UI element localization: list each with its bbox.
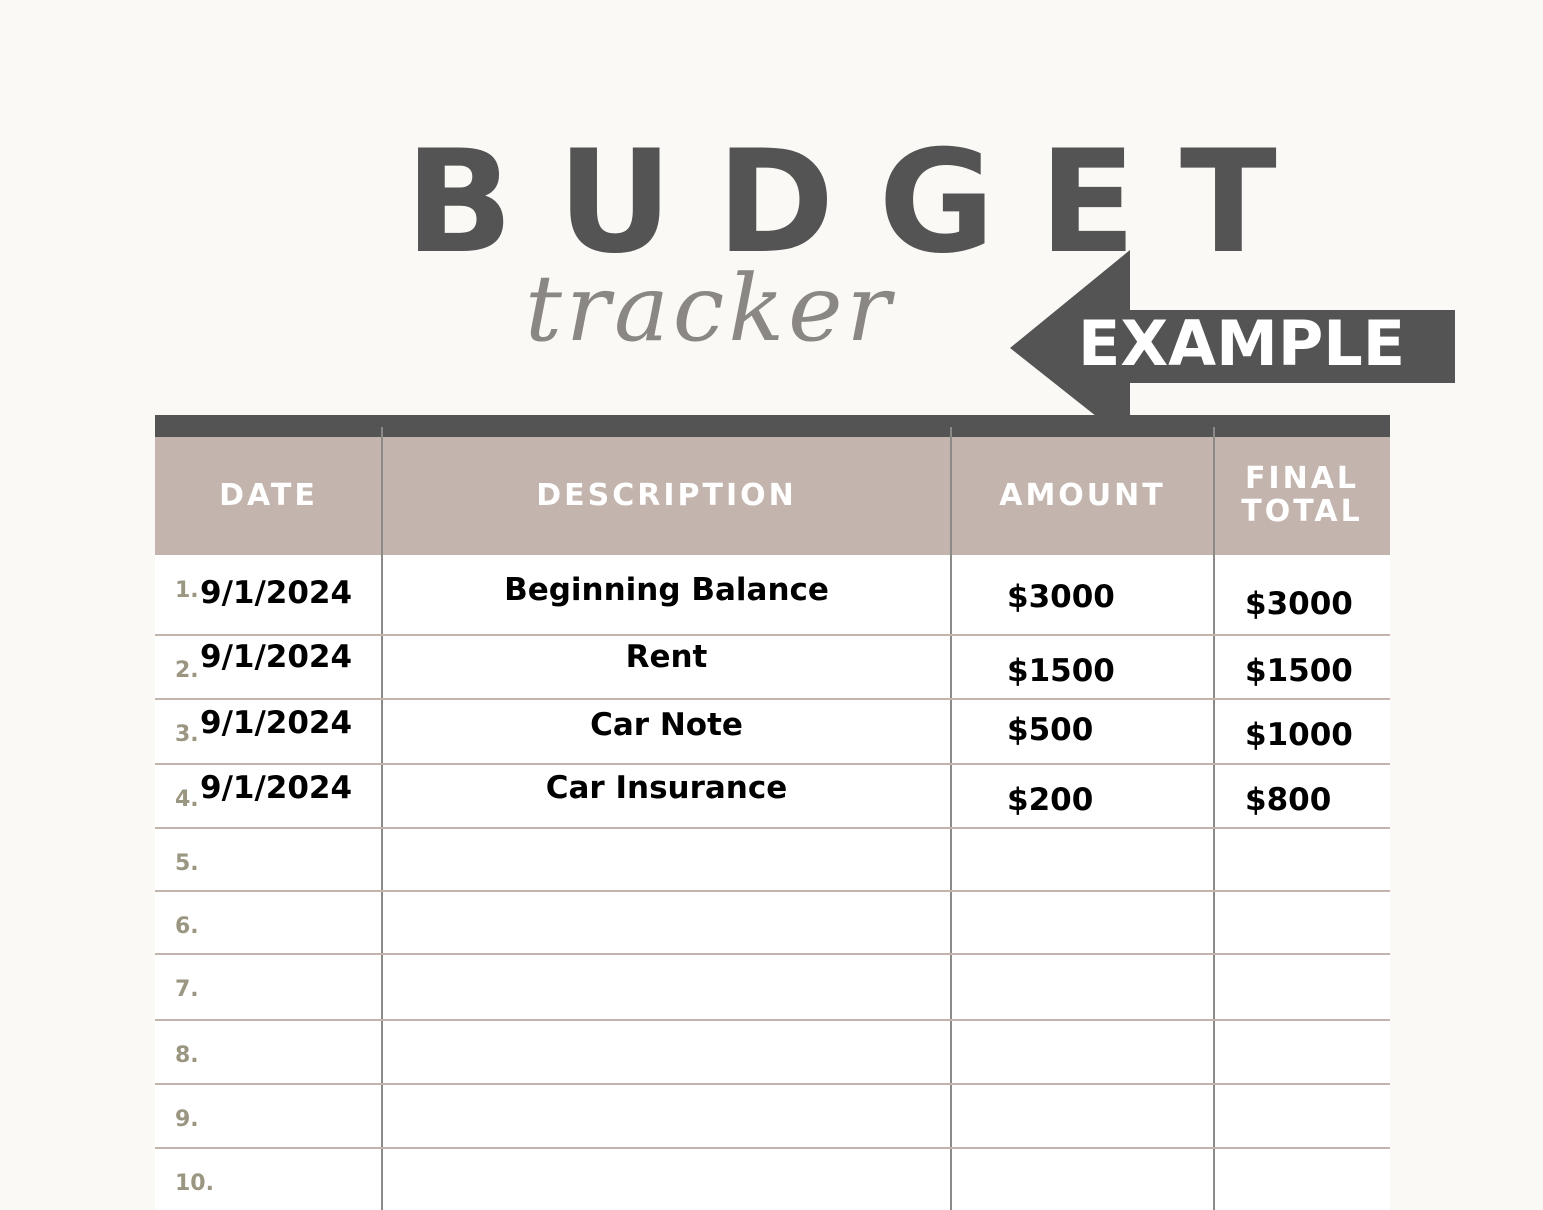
date-cell[interactable]: 9/1/2024 — [200, 639, 353, 675]
row-divider — [155, 827, 1390, 829]
example-badge: EXAMPLE — [1078, 307, 1406, 380]
row-number: 2. — [175, 658, 199, 683]
column-divider — [950, 427, 952, 1210]
row-divider — [155, 890, 1390, 892]
row-divider — [155, 1083, 1390, 1085]
row-number: 8. — [175, 1043, 199, 1068]
row-number: 9. — [175, 1107, 199, 1132]
final-total-cell[interactable]: $800 — [1245, 782, 1332, 818]
column-divider — [381, 427, 383, 1210]
table-header — [155, 437, 1390, 555]
column-header-description: DESCRIPTION — [536, 478, 797, 513]
description-cell[interactable]: Car Note — [590, 707, 743, 743]
row-number: 10. — [175, 1171, 214, 1196]
column-divider — [1213, 427, 1215, 1210]
amount-cell[interactable]: $1500 — [1007, 653, 1115, 689]
row-divider — [155, 1019, 1390, 1021]
amount-cell[interactable]: $200 — [1007, 782, 1094, 818]
row-divider — [155, 1147, 1390, 1149]
description-cell[interactable]: Car Insurance — [545, 770, 788, 806]
page-subtitle: tracker — [525, 255, 895, 362]
column-header-amount: AMOUNT — [999, 478, 1166, 513]
row-number: 4. — [175, 787, 199, 812]
date-cell[interactable]: 9/1/2024 — [200, 770, 353, 806]
table-top-bar — [155, 415, 1390, 437]
final-total-cell[interactable]: $1500 — [1245, 653, 1353, 689]
row-number: 5. — [175, 851, 199, 876]
column-header-date: DATE — [219, 478, 318, 513]
row-divider — [155, 953, 1390, 955]
row-divider — [155, 698, 1390, 700]
page-title: BUDGET — [405, 120, 1321, 285]
row-number: 1. — [175, 578, 199, 603]
amount-cell[interactable]: $3000 — [1007, 579, 1115, 615]
final-total-cell[interactable]: $1000 — [1245, 717, 1353, 753]
column-header-final-total: FINAL TOTAL — [1241, 461, 1363, 529]
description-cell[interactable]: Beginning Balance — [504, 572, 829, 608]
row-number: 3. — [175, 722, 199, 747]
row-divider — [155, 763, 1390, 765]
final-total-cell[interactable]: $3000 — [1245, 586, 1353, 622]
date-cell[interactable]: 9/1/2024 — [200, 575, 353, 611]
row-number: 7. — [175, 977, 199, 1002]
date-cell[interactable]: 9/1/2024 — [200, 705, 353, 741]
row-number: 6. — [175, 914, 199, 939]
amount-cell[interactable]: $500 — [1007, 712, 1094, 748]
row-divider — [155, 634, 1390, 636]
description-cell[interactable]: Rent — [625, 639, 708, 675]
